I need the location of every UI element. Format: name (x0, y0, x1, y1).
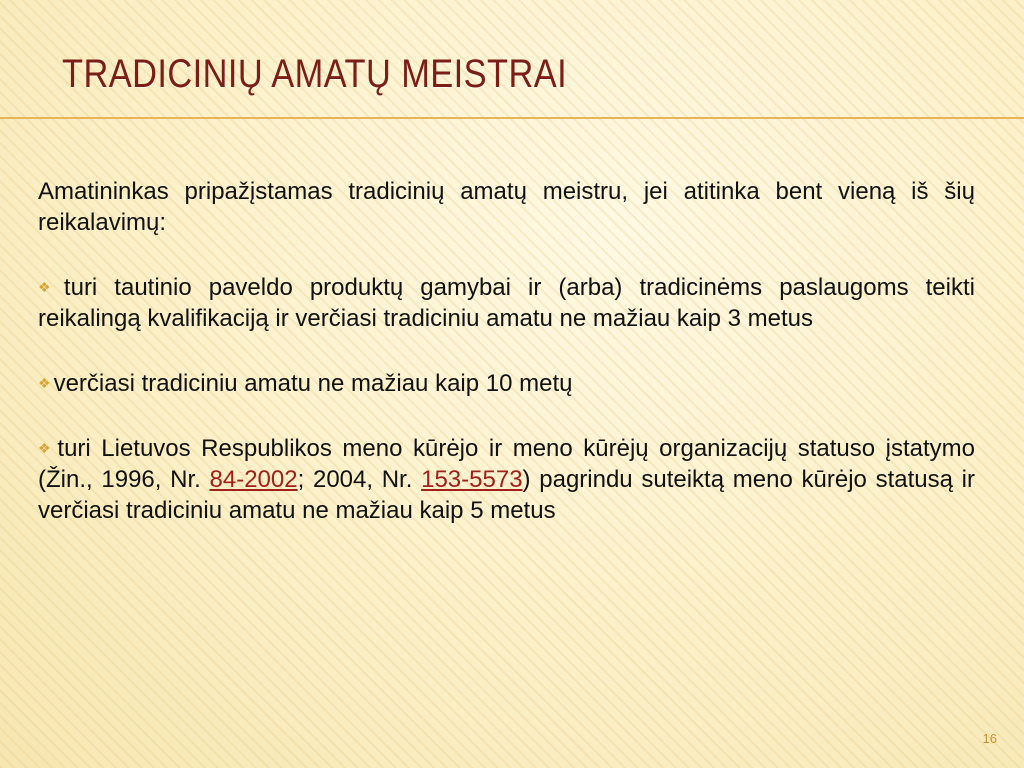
bullet-text-2: verčiasi tradiciniu amatu ne mažiau kaip 10 metų (53, 370, 573, 397)
bullet-text-3-part-3: ) pagrindu suteiktą meno kūrėjo statusą ir verčiasi tradiciniu amatu ne mažiau kaip 5 metus (38, 466, 975, 524)
slide-body (38, 176, 975, 560)
bullet-item-2 (38, 368, 975, 399)
bullet-text-3-part-2: ; 2004, Nr. (297, 466, 422, 493)
reference-link-153-5573[interactable]: 153-5573 (421, 466, 523, 493)
diamond-bullet-icon: ❖ (38, 279, 61, 295)
page-number: 16 (982, 731, 997, 746)
title-divider (0, 117, 1024, 119)
intro-paragraph: Amatininkas pripažįstamas tradicinių amatų meistru, jei atitinka bent vieną iš šių reikalavimų: (38, 178, 975, 236)
slide-title: TRADICINIŲ AMATŲ MEISTRAI (62, 52, 568, 96)
bullet-item-1 (38, 272, 975, 334)
bullet-text-1: turi tautinio paveldo produktų gamybai ir (arba) tradicinėms paslaugoms teikti reikalingą kvalifikaciją ir verčiasi tradiciniu amatu ne mažiau kaip 3 metus (38, 274, 975, 332)
bullet-text-3-part-1: turi Lietuvos Respublikos meno kūrėjo ir meno kūrėjų organizacijų statuso įstatymo (Žin., 1996, Nr. (38, 435, 975, 493)
diamond-bullet-icon: ❖ (38, 440, 55, 456)
reference-link-84-2002[interactable]: 84-2002 (209, 466, 298, 493)
diamond-bullet-icon: ❖ (38, 375, 51, 391)
bullet-item-3 (38, 433, 975, 526)
